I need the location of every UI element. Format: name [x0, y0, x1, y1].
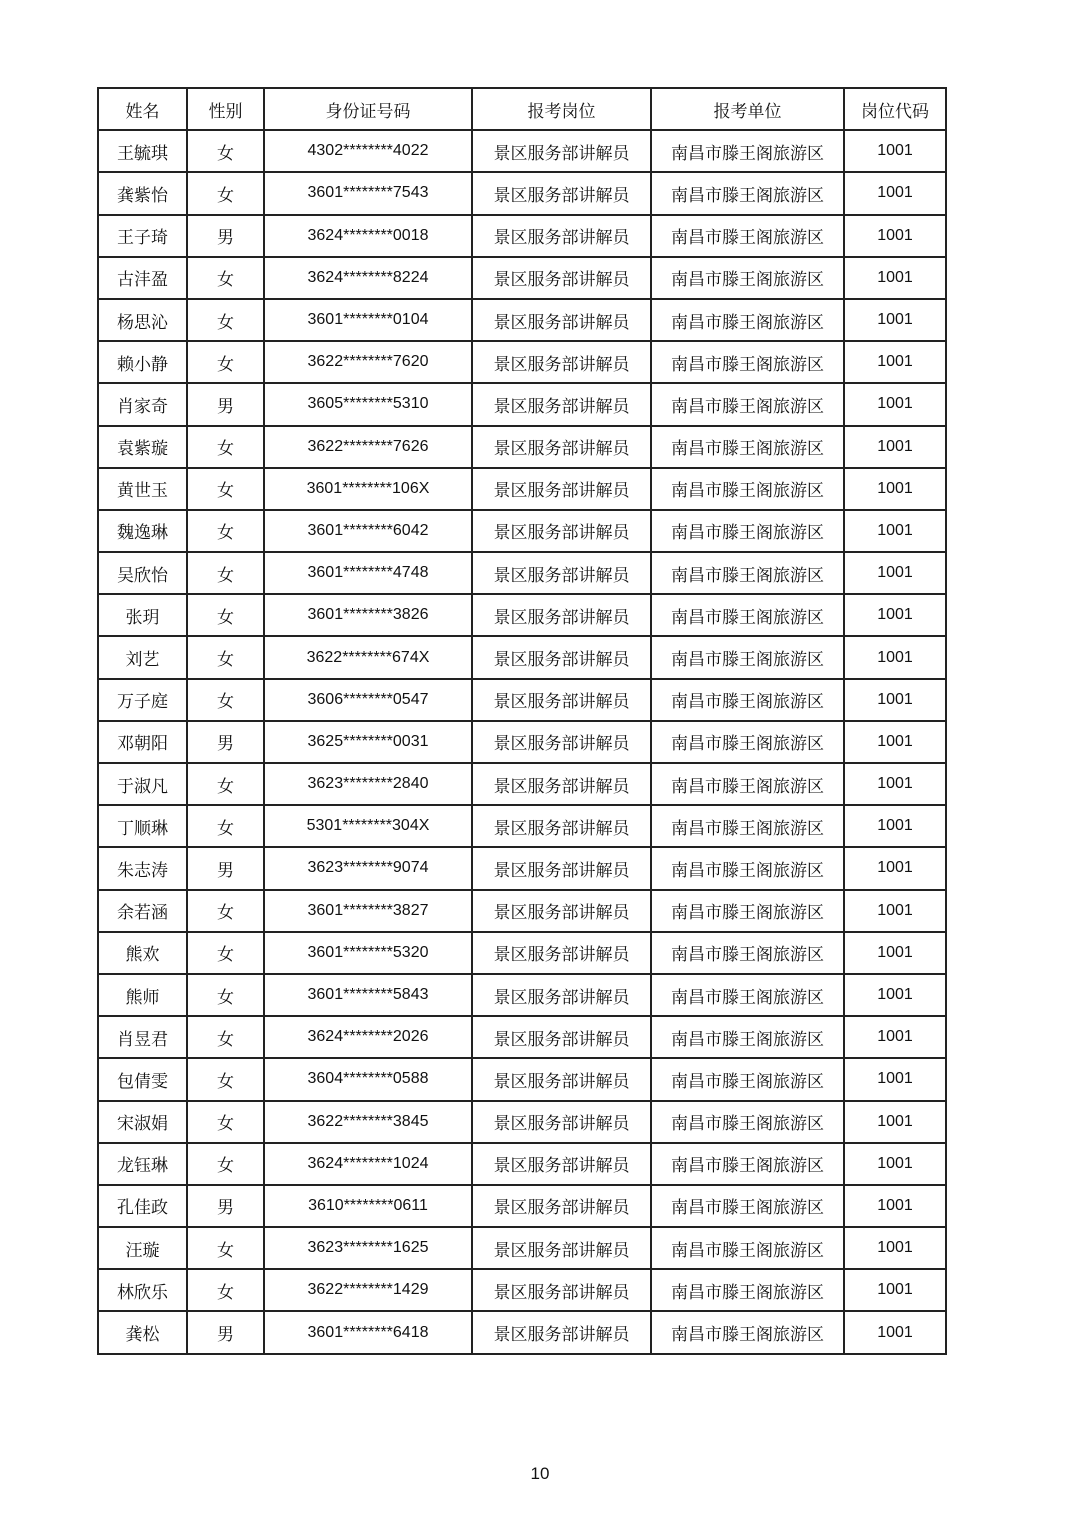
cell-id-number: 3624********0018 — [264, 215, 472, 257]
cell-id-number: 3623********2840 — [264, 763, 472, 805]
cell-unit: 南昌市滕王阁旅游区 — [651, 510, 844, 552]
cell-name: 王毓琪 — [98, 130, 187, 172]
cell-gender: 女 — [187, 299, 264, 341]
cell-gender: 女 — [187, 341, 264, 383]
table-row — [98, 974, 946, 1016]
cell-gender: 男 — [187, 1311, 264, 1353]
cell-position: 景区服务部讲解员 — [472, 805, 651, 847]
cell-position-code: 1001 — [844, 1143, 946, 1185]
cell-position: 景区服务部讲解员 — [472, 636, 651, 678]
cell-gender: 男 — [187, 215, 264, 257]
cell-gender: 女 — [187, 172, 264, 214]
cell-unit: 南昌市滕王阁旅游区 — [651, 1269, 844, 1311]
cell-name: 龚松 — [98, 1311, 187, 1353]
cell-position-code: 1001 — [844, 636, 946, 678]
cell-unit: 南昌市滕王阁旅游区 — [651, 847, 844, 889]
cell-unit: 南昌市滕王阁旅游区 — [651, 763, 844, 805]
table-row — [98, 468, 946, 510]
header-id-number: 身份证号码 — [264, 88, 472, 130]
cell-position: 景区服务部讲解员 — [472, 1058, 651, 1100]
cell-name: 王子琦 — [98, 215, 187, 257]
cell-name: 杨思沁 — [98, 299, 187, 341]
cell-position: 景区服务部讲解员 — [472, 1269, 651, 1311]
table-row — [98, 172, 946, 214]
cell-position-code: 1001 — [844, 847, 946, 889]
cell-position-code: 1001 — [844, 172, 946, 214]
cell-position: 景区服务部讲解员 — [472, 172, 651, 214]
cell-gender: 女 — [187, 594, 264, 636]
cell-position: 景区服务部讲解员 — [472, 426, 651, 468]
cell-id-number: 4302********4022 — [264, 130, 472, 172]
cell-unit: 南昌市滕王阁旅游区 — [651, 679, 844, 721]
cell-name: 魏逸琳 — [98, 510, 187, 552]
table-row — [98, 721, 946, 763]
cell-position-code: 1001 — [844, 552, 946, 594]
cell-id-number: 3601********7543 — [264, 172, 472, 214]
cell-id-number: 3625********0031 — [264, 721, 472, 763]
cell-id-number: 3601********6042 — [264, 510, 472, 552]
cell-unit: 南昌市滕王阁旅游区 — [651, 468, 844, 510]
cell-position: 景区服务部讲解员 — [472, 383, 651, 425]
cell-position-code: 1001 — [844, 1227, 946, 1269]
header-unit: 报考单位 — [651, 88, 844, 130]
cell-unit: 南昌市滕王阁旅游区 — [651, 805, 844, 847]
cell-name: 朱志涛 — [98, 847, 187, 889]
cell-id-number: 3601********6418 — [264, 1311, 472, 1353]
cell-position-code: 1001 — [844, 468, 946, 510]
cell-unit: 南昌市滕王阁旅游区 — [651, 341, 844, 383]
cell-position: 景区服务部讲解员 — [472, 510, 651, 552]
cell-position: 景区服务部讲解员 — [472, 679, 651, 721]
cell-position: 景区服务部讲解员 — [472, 299, 651, 341]
cell-unit: 南昌市滕王阁旅游区 — [651, 932, 844, 974]
cell-position-code: 1001 — [844, 1311, 946, 1353]
cell-position-code: 1001 — [844, 426, 946, 468]
header-position: 报考岗位 — [472, 88, 651, 130]
cell-position: 景区服务部讲解员 — [472, 974, 651, 1016]
cell-name: 邓朝阳 — [98, 721, 187, 763]
cell-gender: 女 — [187, 636, 264, 678]
cell-id-number: 3622********7626 — [264, 426, 472, 468]
cell-id-number: 5301********304X — [264, 805, 472, 847]
cell-unit: 南昌市滕王阁旅游区 — [651, 1227, 844, 1269]
table-row — [98, 1269, 946, 1311]
header-position-code: 岗位代码 — [844, 88, 946, 130]
cell-gender: 女 — [187, 1269, 264, 1311]
cell-unit: 南昌市滕王阁旅游区 — [651, 636, 844, 678]
cell-position: 景区服务部讲解员 — [472, 1016, 651, 1058]
cell-unit: 南昌市滕王阁旅游区 — [651, 1185, 844, 1227]
cell-name: 熊欢 — [98, 932, 187, 974]
cell-position: 景区服务部讲解员 — [472, 932, 651, 974]
table-row — [98, 847, 946, 889]
cell-id-number: 3601********5843 — [264, 974, 472, 1016]
cell-name: 林欣乐 — [98, 1269, 187, 1311]
cell-unit: 南昌市滕王阁旅游区 — [651, 721, 844, 763]
cell-position-code: 1001 — [844, 215, 946, 257]
cell-gender: 女 — [187, 130, 264, 172]
cell-gender: 女 — [187, 257, 264, 299]
cell-name: 汪璇 — [98, 1227, 187, 1269]
table-body — [98, 130, 946, 1353]
cell-position-code: 1001 — [844, 1185, 946, 1227]
cell-name: 黄世玉 — [98, 468, 187, 510]
cell-gender: 女 — [187, 890, 264, 932]
cell-position: 景区服务部讲解员 — [472, 1101, 651, 1143]
cell-position: 景区服务部讲解员 — [472, 1227, 651, 1269]
cell-id-number: 3601********5320 — [264, 932, 472, 974]
table-row — [98, 636, 946, 678]
cell-name: 万子庭 — [98, 679, 187, 721]
cell-position-code: 1001 — [844, 763, 946, 805]
cell-gender: 女 — [187, 468, 264, 510]
cell-id-number: 3610********0611 — [264, 1185, 472, 1227]
cell-name: 熊师 — [98, 974, 187, 1016]
cell-name: 包倩雯 — [98, 1058, 187, 1100]
table-row — [98, 1227, 946, 1269]
cell-position-code: 1001 — [844, 679, 946, 721]
cell-name: 吴欣怡 — [98, 552, 187, 594]
cell-gender: 女 — [187, 1058, 264, 1100]
cell-position: 景区服务部讲解员 — [472, 721, 651, 763]
cell-position: 景区服务部讲解员 — [472, 890, 651, 932]
cell-gender: 女 — [187, 1101, 264, 1143]
table-row — [98, 679, 946, 721]
table-row — [98, 552, 946, 594]
cell-name: 龙钰琳 — [98, 1143, 187, 1185]
cell-position: 景区服务部讲解员 — [472, 341, 651, 383]
cell-gender: 女 — [187, 1227, 264, 1269]
cell-unit: 南昌市滕王阁旅游区 — [651, 383, 844, 425]
cell-unit: 南昌市滕王阁旅游区 — [651, 257, 844, 299]
cell-unit: 南昌市滕王阁旅游区 — [651, 552, 844, 594]
cell-position-code: 1001 — [844, 1101, 946, 1143]
cell-id-number: 3601********3826 — [264, 594, 472, 636]
cell-position: 景区服务部讲解员 — [472, 594, 651, 636]
cell-position-code: 1001 — [844, 932, 946, 974]
cell-position-code: 1001 — [844, 130, 946, 172]
cell-id-number: 3601********0104 — [264, 299, 472, 341]
table-row — [98, 1058, 946, 1100]
table-row — [98, 1143, 946, 1185]
cell-unit: 南昌市滕王阁旅游区 — [651, 299, 844, 341]
table-row — [98, 890, 946, 932]
cell-id-number: 3605********5310 — [264, 383, 472, 425]
cell-id-number: 3624********2026 — [264, 1016, 472, 1058]
table-row — [98, 763, 946, 805]
cell-gender: 女 — [187, 552, 264, 594]
cell-gender: 男 — [187, 383, 264, 425]
cell-gender: 男 — [187, 1185, 264, 1227]
cell-id-number: 3622********7620 — [264, 341, 472, 383]
cell-gender: 女 — [187, 763, 264, 805]
cell-position-code: 1001 — [844, 974, 946, 1016]
cell-gender: 女 — [187, 510, 264, 552]
cell-position-code: 1001 — [844, 383, 946, 425]
cell-position: 景区服务部讲解员 — [472, 130, 651, 172]
cell-position-code: 1001 — [844, 510, 946, 552]
cell-position: 景区服务部讲解员 — [472, 847, 651, 889]
table-row — [98, 1016, 946, 1058]
cell-id-number: 3624********1024 — [264, 1143, 472, 1185]
cell-gender: 女 — [187, 426, 264, 468]
table-row — [98, 383, 946, 425]
cell-unit: 南昌市滕王阁旅游区 — [651, 130, 844, 172]
cell-name: 刘艺 — [98, 636, 187, 678]
cell-name: 赖小静 — [98, 341, 187, 383]
cell-id-number: 3601********3827 — [264, 890, 472, 932]
cell-unit: 南昌市滕王阁旅游区 — [651, 1143, 844, 1185]
cell-id-number: 3622********3845 — [264, 1101, 472, 1143]
cell-name: 余若涵 — [98, 890, 187, 932]
table-row — [98, 594, 946, 636]
cell-name: 袁紫璇 — [98, 426, 187, 468]
header-gender: 性别 — [187, 88, 264, 130]
cell-id-number: 3601********4748 — [264, 552, 472, 594]
cell-gender: 女 — [187, 1016, 264, 1058]
cell-position-code: 1001 — [844, 341, 946, 383]
cell-position: 景区服务部讲解员 — [472, 1185, 651, 1227]
cell-id-number: 3623********1625 — [264, 1227, 472, 1269]
table-row — [98, 1101, 946, 1143]
table-row — [98, 1185, 946, 1227]
cell-name: 古沣盈 — [98, 257, 187, 299]
cell-position-code: 1001 — [844, 594, 946, 636]
cell-unit: 南昌市滕王阁旅游区 — [651, 1311, 844, 1353]
table-row — [98, 130, 946, 172]
cell-unit: 南昌市滕王阁旅游区 — [651, 426, 844, 468]
cell-name: 张玥 — [98, 594, 187, 636]
cell-position-code: 1001 — [844, 299, 946, 341]
cell-position-code: 1001 — [844, 1016, 946, 1058]
cell-name: 丁顺琳 — [98, 805, 187, 847]
table-row — [98, 299, 946, 341]
cell-name: 孔佳政 — [98, 1185, 187, 1227]
cell-name: 龚紫怡 — [98, 172, 187, 214]
cell-position-code: 1001 — [844, 890, 946, 932]
cell-position-code: 1001 — [844, 1269, 946, 1311]
cell-name: 于淑凡 — [98, 763, 187, 805]
cell-gender: 女 — [187, 974, 264, 1016]
cell-unit: 南昌市滕王阁旅游区 — [651, 1101, 844, 1143]
cell-id-number: 3604********0588 — [264, 1058, 472, 1100]
cell-position: 景区服务部讲解员 — [472, 1311, 651, 1353]
page-number: 10 — [530, 1464, 550, 1483]
cell-position: 景区服务部讲解员 — [472, 1143, 651, 1185]
cell-position-code: 1001 — [844, 721, 946, 763]
cell-unit: 南昌市滕王阁旅游区 — [651, 172, 844, 214]
table-row — [98, 426, 946, 468]
cell-unit: 南昌市滕王阁旅游区 — [651, 1058, 844, 1100]
table-row — [98, 341, 946, 383]
cell-unit: 南昌市滕王阁旅游区 — [651, 890, 844, 932]
cell-unit: 南昌市滕王阁旅游区 — [651, 594, 844, 636]
table-row — [98, 257, 946, 299]
cell-gender: 男 — [187, 847, 264, 889]
table-row — [98, 805, 946, 847]
table-header-row — [98, 88, 946, 130]
cell-gender: 女 — [187, 932, 264, 974]
cell-position: 景区服务部讲解员 — [472, 257, 651, 299]
candidate-table — [97, 87, 947, 1355]
cell-gender: 女 — [187, 805, 264, 847]
table-row — [98, 932, 946, 974]
cell-id-number: 3622********1429 — [264, 1269, 472, 1311]
cell-position: 景区服务部讲解员 — [472, 468, 651, 510]
cell-name: 肖家奇 — [98, 383, 187, 425]
cell-id-number: 3622********674X — [264, 636, 472, 678]
cell-position-code: 1001 — [844, 257, 946, 299]
header-name: 姓名 — [98, 88, 187, 130]
cell-gender: 女 — [187, 1143, 264, 1185]
cell-gender: 男 — [187, 721, 264, 763]
table-row — [98, 215, 946, 257]
table-row — [98, 1311, 946, 1353]
cell-position: 景区服务部讲解员 — [472, 215, 651, 257]
cell-position-code: 1001 — [844, 805, 946, 847]
cell-position: 景区服务部讲解员 — [472, 552, 651, 594]
cell-name: 肖昱君 — [98, 1016, 187, 1058]
cell-name: 宋淑娟 — [98, 1101, 187, 1143]
cell-id-number: 3623********9074 — [264, 847, 472, 889]
cell-id-number: 3624********8224 — [264, 257, 472, 299]
cell-id-number: 3601********106X — [264, 468, 472, 510]
cell-unit: 南昌市滕王阁旅游区 — [651, 215, 844, 257]
cell-gender: 女 — [187, 679, 264, 721]
table-row — [98, 510, 946, 552]
cell-id-number: 3606********0547 — [264, 679, 472, 721]
cell-position-code: 1001 — [844, 1058, 946, 1100]
cell-unit: 南昌市滕王阁旅游区 — [651, 974, 844, 1016]
cell-position: 景区服务部讲解员 — [472, 763, 651, 805]
cell-unit: 南昌市滕王阁旅游区 — [651, 1016, 844, 1058]
